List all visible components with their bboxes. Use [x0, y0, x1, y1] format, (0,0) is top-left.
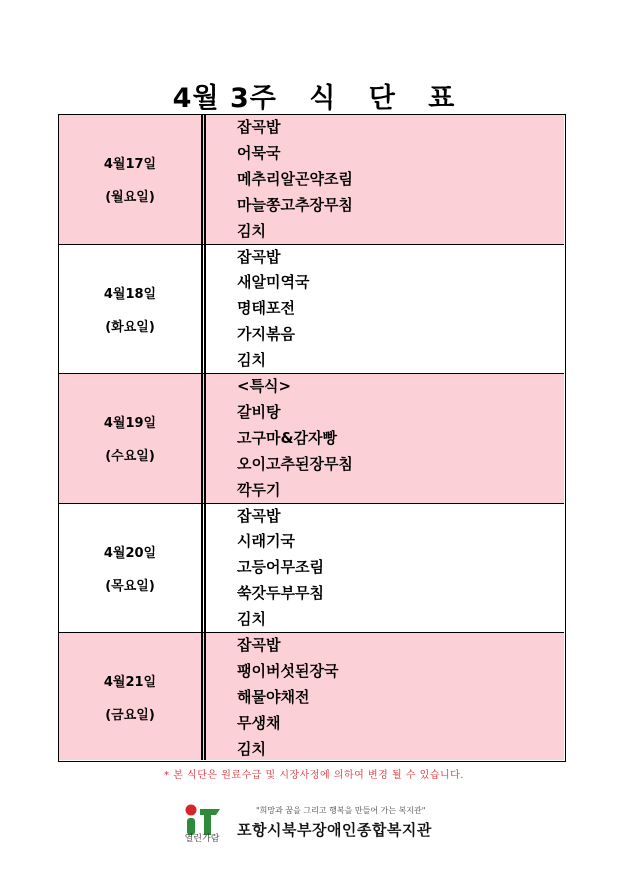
column-divider — [201, 374, 206, 503]
menu-item: 새알미역국 — [237, 273, 310, 292]
menu-item: 마늘쫑고추장무침 — [237, 195, 353, 214]
day-row-friday — [59, 633, 564, 760]
menu-item: 김치 — [237, 610, 266, 629]
date-label: 4월18일 — [103, 286, 157, 302]
weekday-label: (금요일) — [105, 707, 155, 723]
title-month-week: 4월 3주 — [172, 83, 277, 114]
logo-caption: 열린가람 — [184, 834, 220, 844]
day-row-monday — [59, 115, 564, 245]
weekday-label: (화요일) — [105, 319, 155, 335]
date-cell — [59, 245, 201, 374]
menu-item: 잡곡밥 — [237, 247, 281, 266]
menu-item: 명태포전 — [237, 299, 295, 318]
menu-list — [237, 245, 537, 374]
title-word-2: 단 — [368, 83, 396, 114]
day-row-tuesday — [59, 245, 564, 375]
weekday-label: (목요일) — [105, 578, 155, 594]
menu-item: 쑥갓두부무침 — [237, 584, 324, 603]
menu-item: <특식> — [237, 377, 292, 395]
change-notice: * 본 식단은 원료수급 및 시장사정에 의하여 변경 될 수 있습니다. — [164, 770, 464, 781]
date-label: 4월20일 — [103, 545, 157, 561]
column-divider — [201, 633, 206, 760]
menu-item: 잡곡밥 — [237, 506, 281, 525]
menu-item: 팽이버섯된장국 — [237, 661, 339, 680]
menu-item: 해물야채전 — [237, 687, 310, 706]
title-word-3: 표 — [428, 83, 456, 114]
page-title — [0, 76, 628, 115]
menu-list — [237, 633, 537, 760]
column-divider — [201, 115, 206, 244]
date-cell — [59, 504, 201, 633]
day-row-wednesday — [59, 374, 564, 504]
date-label: 4월21일 — [103, 674, 157, 690]
menu-table — [58, 114, 566, 762]
menu-item: 김치 — [237, 351, 266, 370]
date-cell — [59, 633, 201, 760]
menu-item: 오이고추된장무침 — [237, 454, 353, 473]
menu-item: 잡곡밥 — [237, 636, 281, 654]
weekday-label: (수요일) — [105, 449, 155, 465]
menu-item: 고구마&감자빵 — [237, 428, 338, 447]
menu-item: 무생채 — [237, 713, 281, 732]
day-row-thursday — [59, 504, 564, 634]
menu-item: 갈비탕 — [237, 402, 281, 421]
menu-item: 가지볶음 — [237, 325, 295, 344]
menu-item: 김치 — [237, 221, 266, 240]
menu-item: 잡곡밥 — [237, 118, 281, 136]
date-cell — [59, 115, 201, 244]
date-cell — [59, 374, 201, 503]
menu-item: 메추리알곤약조림 — [237, 169, 353, 188]
date-label: 4월19일 — [103, 416, 157, 432]
organization-name: 포항시북부장애인종합복지관 — [237, 821, 432, 839]
menu-list — [237, 115, 537, 244]
menu-item: 시래기국 — [237, 532, 295, 551]
column-divider — [201, 504, 206, 633]
menu-list — [237, 504, 537, 633]
menu-item: 어묵국 — [237, 143, 281, 162]
column-divider — [201, 245, 206, 374]
weekday-label: (월요일) — [105, 190, 155, 206]
date-label: 4월17일 — [103, 157, 157, 173]
menu-item: 고등어무조림 — [237, 558, 324, 577]
title-word-1: 식 — [309, 83, 337, 114]
menu-list — [237, 374, 537, 503]
menu-item: 깍두기 — [237, 480, 281, 499]
slogan-text: "희망과 꿈을 그리고 행복을 만들어 가는 복지관" — [256, 806, 426, 815]
menu-item: 김치 — [237, 739, 266, 758]
